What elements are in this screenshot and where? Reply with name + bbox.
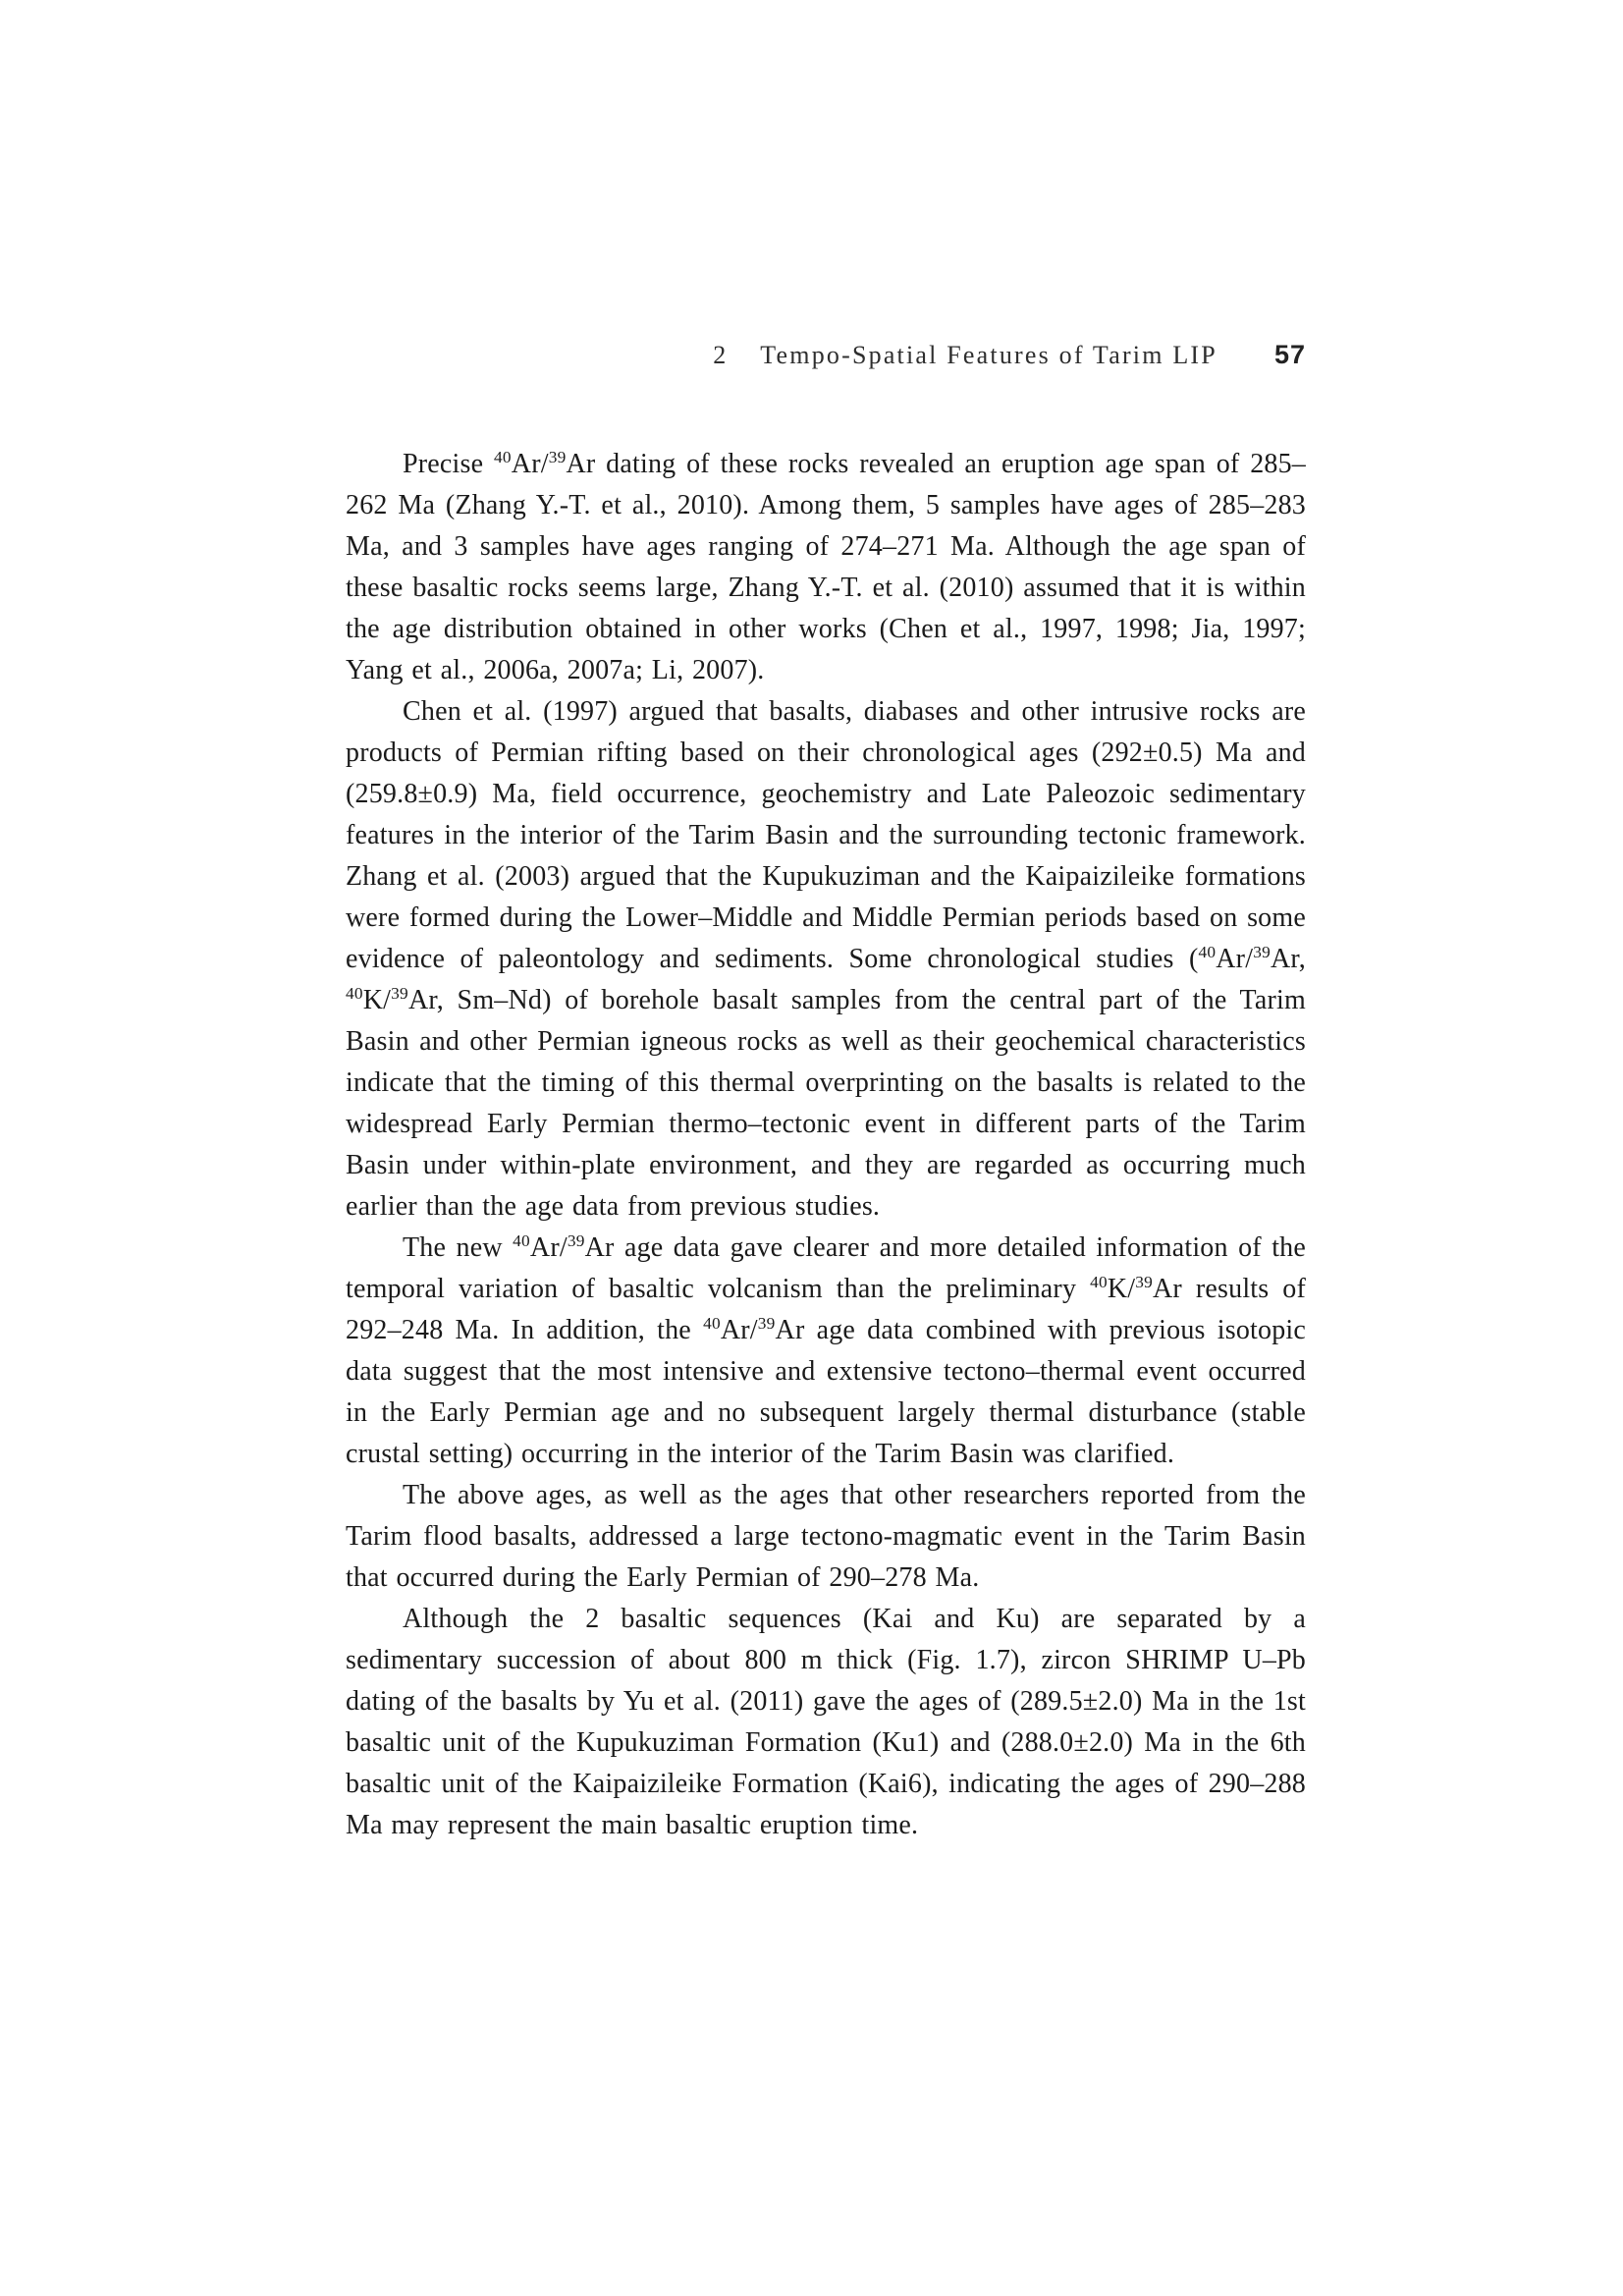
text-run: Ar/ bbox=[720, 1315, 758, 1345]
superscript-isotope: 39 bbox=[1135, 1273, 1154, 1292]
text-run: Ar dating of these rocks revealed an eruption age span of 285–262 Ma (Zhang Y.-T. et al., 2010). Among them, 5 samples have ages of 285–283 Ma, and 3 samples have ages ranging of 274–271 Ma. Although the age span of these basaltic rocks seems large, Zhang Y.-T. et al. (2010) assumed that it is within the age distribution obtained in other works (Chen et al., 1997, 1998; Jia, 1997; Yang et al., 2006a, 2007a; Li, 2007). bbox=[346, 449, 1306, 685]
text-run: Ar results of 292–248 Ma. In addition, the bbox=[346, 1274, 1307, 1345]
superscript-isotope: 40 bbox=[1090, 1273, 1108, 1292]
superscript-isotope: 40 bbox=[513, 1231, 530, 1251]
paragraph bbox=[346, 444, 1306, 691]
text-run: Although the 2 basaltic sequences (Kai and Ku) are separated by a sedimentary succession of about 800 m thick (Fig. 1.7), zircon SHRIMP U–Pb dating of the basalts by Yu et al. (2011) gave the ages of (289.5±2.0) Ma in the 1st basaltic unit of the Kupukuziman Formation (Ku1) and (288.0±2.0) Ma in the 6th basaltic unit of the Kaipaizileike Formation (Kai6), indicating the ages of 290–288 Ma may represent the main basaltic eruption time. bbox=[346, 1604, 1306, 1840]
superscript-isotope: 40 bbox=[1198, 943, 1217, 962]
text-run: Ar/ bbox=[511, 449, 549, 479]
superscript-isotope: 39 bbox=[548, 448, 567, 467]
text-run: K/ bbox=[362, 985, 392, 1015]
running-head bbox=[346, 340, 1306, 370]
text-run: Ar age data gave clearer and more detailed information of the temporal variation of basaltic volcanism than the preliminary bbox=[346, 1232, 1306, 1304]
superscript-isotope: 40 bbox=[703, 1314, 721, 1334]
text-run: Ar age data combined with previous isotopic data suggest that the most intensive and extensive tectono–thermal event occurred in the Early Permian age and no subsequent largely thermal disturbance (stable crustal setting) occurring in the interior of the Tarim Basin was clarified. bbox=[346, 1315, 1307, 1469]
superscript-isotope: 39 bbox=[1253, 943, 1271, 962]
paragraph bbox=[346, 1475, 1306, 1599]
paragraph bbox=[346, 691, 1306, 1228]
superscript-isotope: 40 bbox=[346, 984, 363, 1004]
superscript-isotope: 40 bbox=[494, 448, 512, 467]
text-run: Precise bbox=[403, 449, 495, 479]
chapter-title: Tempo-Spatial Features of Tarim LIP bbox=[760, 341, 1217, 369]
page-number: 57 bbox=[1273, 340, 1306, 369]
superscript-isotope: 39 bbox=[567, 1231, 585, 1251]
page-body bbox=[346, 444, 1306, 1846]
text-run: Ar, Sm–Nd) of borehole basalt samples from the central part of the Tarim Basin and other Permian igneous rocks as well as their geochemical characteristics indicate that the timing of this thermal overprinting on the basalts is related to the widespread Early Permian thermo–tectonic event in different parts of the Tarim Basin under within-plate environment, and they are regarded as occurring much earlier than the age data from previous studies. bbox=[346, 985, 1306, 1222]
paragraph bbox=[346, 1599, 1306, 1846]
text-run: K/ bbox=[1107, 1274, 1136, 1304]
text-run: Ar, bbox=[1270, 944, 1306, 974]
text-run: Ar/ bbox=[1216, 944, 1254, 974]
chapter-number: 2 bbox=[713, 341, 728, 369]
text-run: Chen et al. (1997) argued that basalts, diabases and other intrusive rocks are products of Permian rifting based on their chronological ages (292±0.5) Ma and (259.8±0.9) Ma, field occurrence, geochemistry and Late Paleozoic sedimentary features in the interior of the Tarim Basin and the surrounding tectonic framework. Zhang et al. (2003) argued that the Kupukuziman and the Kaipaizileike formations were formed during the Lower–Middle and Middle Permian periods based on some evidence of paleontology and sediments. Some chronological studies ( bbox=[346, 696, 1306, 974]
text-run: The new bbox=[403, 1232, 514, 1263]
superscript-isotope: 39 bbox=[757, 1314, 776, 1334]
superscript-isotope: 39 bbox=[391, 984, 408, 1004]
text-run: Ar/ bbox=[529, 1232, 568, 1263]
text-run: The above ages, as well as the ages that other researchers reported from the Tarim flood basalts, addressed a large tectono-magmatic event in the Tarim Basin that occurred during the Early Permian of 290–278 Ma. bbox=[346, 1480, 1306, 1593]
paragraph bbox=[346, 1228, 1306, 1475]
